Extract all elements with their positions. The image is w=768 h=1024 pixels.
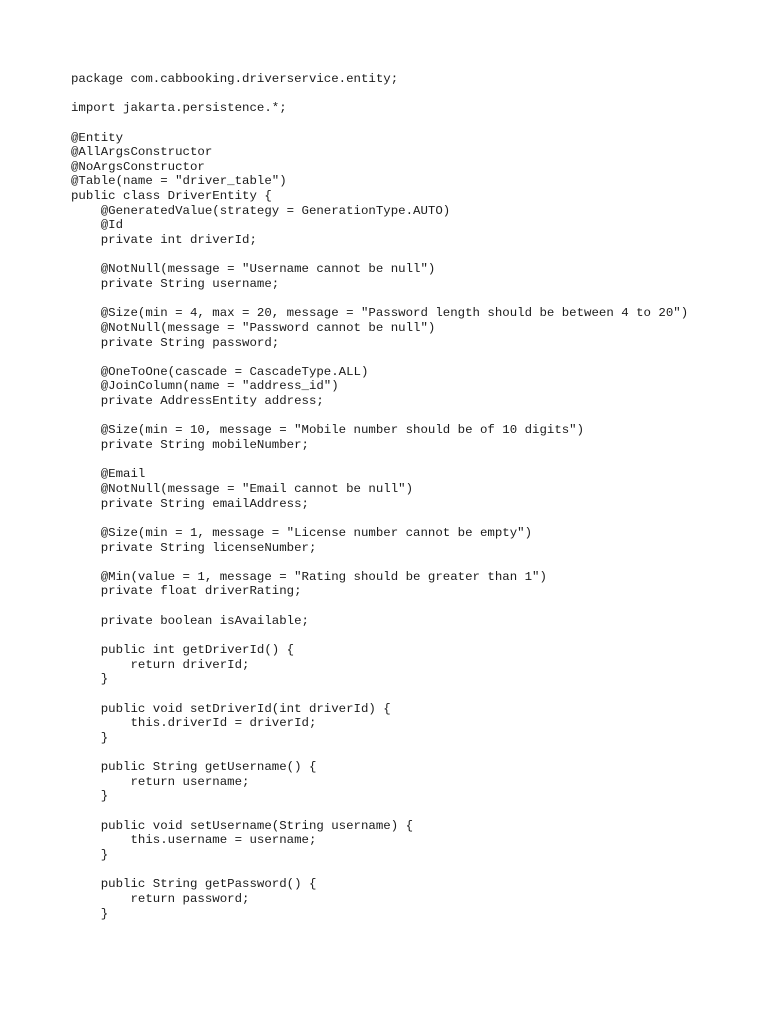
blank-line <box>71 687 688 702</box>
code-line: @Table(name = "driver_table") <box>71 174 287 189</box>
code-line: private String username; <box>71 276 280 291</box>
code-line: @Id <box>71 218 124 233</box>
code-line: private int driverId; <box>71 233 257 248</box>
blank-line <box>71 599 688 614</box>
code-line: public void setDriverId(int driverId) { <box>71 701 391 716</box>
blank-line <box>71 350 688 365</box>
code-line: } <box>71 789 109 804</box>
code-line: public String getPassword() { <box>71 877 317 892</box>
code-line: @Size(min = 4, max = 20, message = "Password length should be between 4 to 20") <box>71 306 689 321</box>
code-line: @Size(min = 10, message = "Mobile number should be of 10 digits") <box>71 423 585 438</box>
code-line: return driverId; <box>71 657 250 672</box>
code-line: public class DriverEntity { <box>71 189 272 204</box>
code-line: return password; <box>71 891 250 906</box>
code-line: this.driverId = driverId; <box>71 716 317 731</box>
blank-line <box>71 745 688 760</box>
blank-line <box>71 116 688 131</box>
code-line: @NotNull(message = "Email cannot be null") <box>71 481 414 496</box>
code-line: @OneToOne(cascade = CascadeType.ALL) <box>71 364 369 379</box>
code-line: @NoArgsConstructor <box>71 159 205 174</box>
code-line: package com.cabbooking.driverservice.entity; <box>71 72 399 86</box>
blank-line <box>71 804 688 819</box>
blank-line <box>71 511 688 526</box>
blank-line <box>71 409 688 424</box>
code-line: } <box>71 730 109 745</box>
code-line: @JoinColumn(name = "address_id") <box>71 379 339 394</box>
blank-line <box>71 292 688 307</box>
code-line: } <box>71 847 109 862</box>
code-line: this.username = username; <box>71 833 317 848</box>
code-line: } <box>71 672 109 687</box>
code-document <box>71 72 688 921</box>
code-line: private String emailAddress; <box>71 496 309 511</box>
code-line: private String licenseNumber; <box>71 540 317 555</box>
code-line: public void setUsername(String username) { <box>71 818 414 833</box>
code-line: private boolean isAvailable; <box>71 613 309 628</box>
code-line: @NotNull(message = "Username cannot be null") <box>71 262 436 277</box>
blank-line <box>71 863 688 878</box>
blank-line <box>71 248 688 263</box>
code-line: @GeneratedValue(strategy = GenerationType.AUTO) <box>71 203 451 218</box>
code-line: private String mobileNumber; <box>71 438 309 453</box>
code-line: @Min(value = 1, message = "Rating should be greater than 1") <box>71 569 547 584</box>
code-line: private String password; <box>71 335 280 350</box>
blank-line <box>71 453 688 468</box>
code-line: import jakarta.persistence.*; <box>71 101 287 116</box>
code-line: @Entity <box>71 130 124 145</box>
code-line: private float driverRating; <box>71 584 302 599</box>
code-line: public String getUsername() { <box>71 760 317 775</box>
code-line: private AddressEntity address; <box>71 394 324 409</box>
code-line: @AllArgsConstructor <box>71 145 213 160</box>
code-line: @NotNull(message = "Password cannot be null") <box>71 320 436 335</box>
code-line: @Size(min = 1, message = "License number cannot be empty") <box>71 525 533 540</box>
code-line: @Email <box>71 467 146 482</box>
blank-line <box>71 87 688 102</box>
code-line: } <box>71 906 109 921</box>
blank-line <box>71 555 688 570</box>
code-line: public int getDriverId() { <box>71 642 295 657</box>
blank-line <box>71 628 688 643</box>
code-line: return username; <box>71 774 250 789</box>
